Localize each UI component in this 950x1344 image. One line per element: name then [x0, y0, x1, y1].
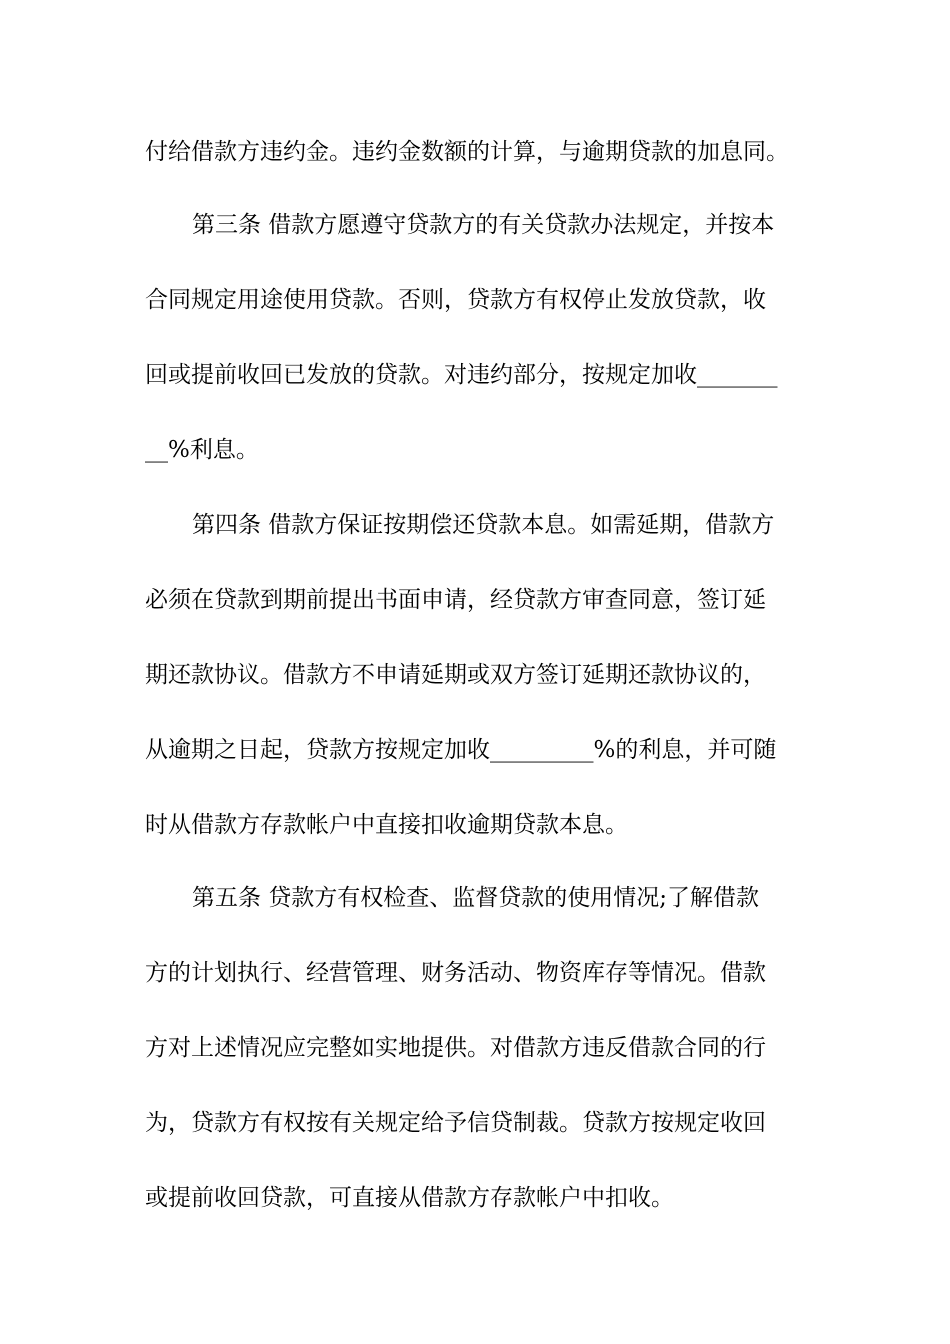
text-line: 时从借款方存款帐户中直接扣收逾期贷款本息。 [145, 812, 628, 838]
article-4-heading-line: 第四条 借款方保证按期偿还贷款本息。如需延期，借款方 [192, 512, 775, 538]
text-line: 从逾期之日起，贷款方按规定加收_________%的利息，并可随 [145, 737, 777, 763]
article-3-heading-line: 第三条 借款方愿遵守贷款方的有关贷款办法规定，并按本 [192, 212, 775, 238]
text-line: __%利息。 [145, 437, 259, 463]
text-line: 回或提前收回已发放的贷款。对违约部分，按规定加收_______ [145, 362, 778, 388]
text-line: 付给借款方违约金。违约金数额的计算，与逾期贷款的加息同。 [145, 139, 789, 165]
article-5-heading-line: 第五条 贷款方有权检查、监督贷款的使用情况;了解借款 [192, 885, 760, 911]
text-line: 必须在贷款到期前提出书面申请，经贷款方审查同意，签订延 [145, 587, 766, 613]
text-line: 方的计划执行、经营管理、财务活动、物资库存等情况。借款 [145, 960, 766, 986]
text-line: 或提前收回贷款，可直接从借款方存款帐户中扣收。 [145, 1185, 674, 1211]
text-line: 合同规定用途使用贷款。否则，贷款方有权停止发放贷款，收 [145, 287, 766, 313]
text-line: 方对上述情况应完整如实地提供。对借款方违反借款合同的行 [145, 1035, 766, 1061]
text-line: 期还款协议。借款方不申请延期或双方签订延期还款协议的， [145, 662, 766, 688]
text-line: 为，贷款方有权按有关规定给予信贷制裁。贷款方按规定收回 [145, 1110, 766, 1136]
